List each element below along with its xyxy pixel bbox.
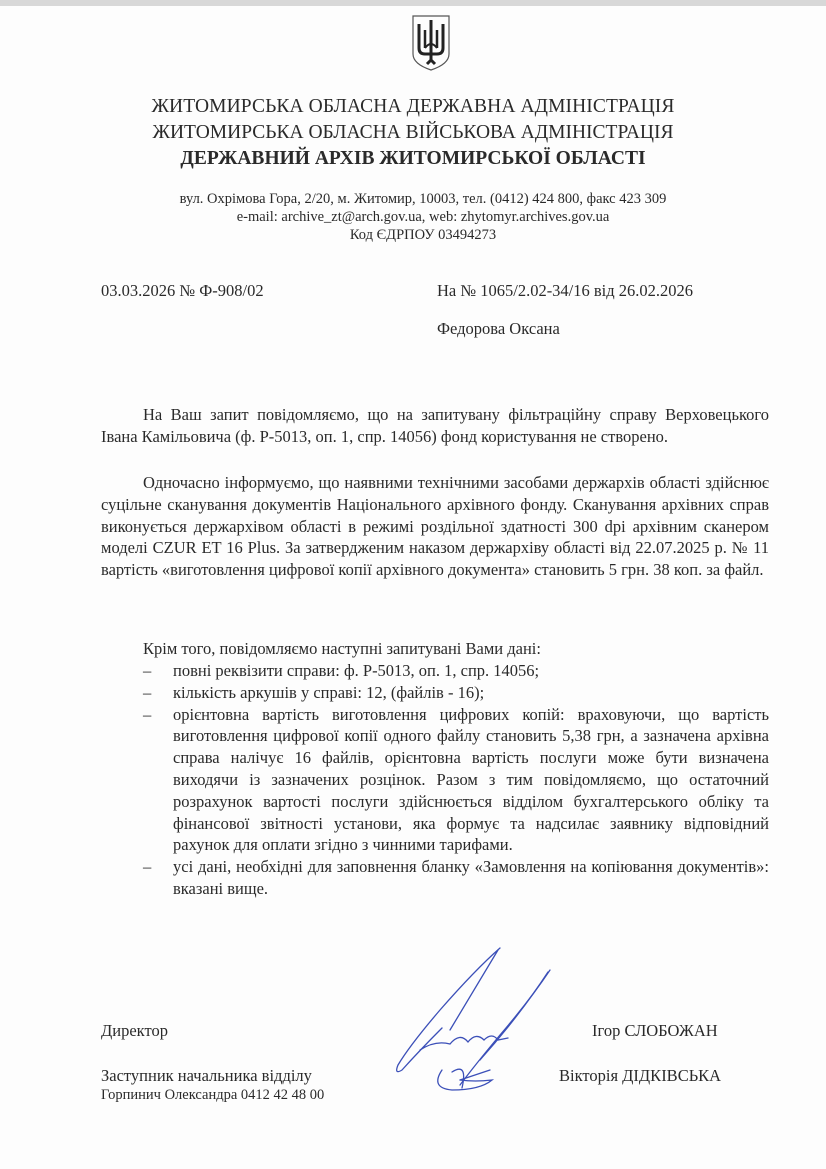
list-item-text: орієнтовна вартість виготовлення цифрових копій: враховуючи, що вартість виготовлення цифрової копії одного файлу становить 5,38 грн, а зазначена архівна справа налічує 16 файлів, орієнтовна вартість послуги може бути визначена виходячи із зазначених розцінок. Разом з тим повідомляємо, що остаточний розрахунок вартості послуги здійснюється відділом бухгалтерського обліку та фінансової звітності установи, яка формує та надсилає заявнику відповідний рахунок для оплати згідно з чинними тарифами.: [173, 704, 769, 855]
trident-coat-of-arms-icon: [411, 14, 451, 72]
body-paragraph-2: Одночасно інформуємо, що наявними технічними засобами держархів області здійснює суцільне сканування документів Національного архівного фонду. Сканування архівних справ виконується держархівом області в режимі роздільної здатності 300 dpi архівним сканером моделі CZUR ET 16 Plus. За затвердженим наказом держархіву області від 22.07.2025 р. № 11 вартість «виготовлення цифрової копії архівного документа» становить 5 грн. 38 коп. за файл.: [101, 473, 769, 580]
deputy-title: Заступник начальника відділу: [101, 1066, 312, 1085]
letterhead-state-archive: ДЕРЖАВНИЙ АРХІВ ЖИТОМИРСЬКОЇ ОБЛАСТІ: [180, 148, 646, 169]
list-item-text: кількість аркушів у справі: 12, (файлів - 16);: [173, 682, 485, 702]
body-paragraph-1: На Ваш запит повідомляємо, що на запитувану фільтраційну справу Верховецького Івана Камільовича (ф. Р-5013, оп. 1, спр. 14056) фонд користування не створено.: [101, 405, 769, 446]
list-item-text: повні реквізити справи: ф. Р-5013, оп. 1, спр. 14056;: [173, 661, 540, 680]
executor-contact: Горпинич Олександра 0412 42 48 00: [101, 1087, 325, 1103]
letterhead-contacts: e-mail: archive_zt@arch.gov.ua, web: zhytomyr.archives.gov.ua: [236, 209, 610, 225]
list-item: [101, 682, 769, 704]
list-item-text: усі дані, необхідні для заповнення бланку «Замовлення на копіювання документів»: вказані вище.: [173, 857, 769, 898]
letterhead-edrpou: Код ЄДРПОУ 03494273: [349, 227, 497, 243]
director-title: Директор: [101, 1021, 168, 1040]
recipient-name: Федорова Оксана: [437, 319, 560, 338]
letterhead-regional-military-administration: ЖИТОМИРСЬКА ОБЛАСНА ВІЙСЬКОВА АДМІНІСТРАЦІЯ: [152, 122, 674, 143]
dash-bullet-icon: –: [143, 661, 152, 680]
requested-data-list: [101, 660, 769, 900]
letterhead-address: вул. Охрімова Гора, 2/20, м. Житомир, 10003, тел. (0412) 424 800, факс 423 309: [179, 191, 667, 207]
handwritten-signature-icon: [380, 940, 560, 1100]
body-paragraph-3: Крім того, повідомляємо наступні запитувані Вами дані:: [143, 639, 541, 658]
letterhead-regional-state-administration: ЖИТОМИРСЬКА ОБЛАСНА ДЕРЖАВНА АДМІНІСТРАЦІЯ: [151, 96, 675, 117]
dash-bullet-icon: –: [143, 682, 152, 702]
list-item: [101, 704, 769, 857]
list-item: [101, 660, 769, 682]
incoming-reference: На № 1065/2.02-34/16 від 26.02.2026: [437, 281, 694, 300]
scan-top-edge: [0, 0, 826, 6]
director-name: Ігор СЛОБОЖАН: [592, 1021, 718, 1040]
dash-bullet-icon: –: [143, 704, 152, 724]
deputy-name: Вікторія ДІДКІВСЬКА: [559, 1066, 722, 1085]
list-item: [101, 856, 769, 900]
dash-bullet-icon: –: [143, 857, 152, 877]
outgoing-reference: 03.03.2026 № Ф-908/02: [101, 281, 264, 300]
